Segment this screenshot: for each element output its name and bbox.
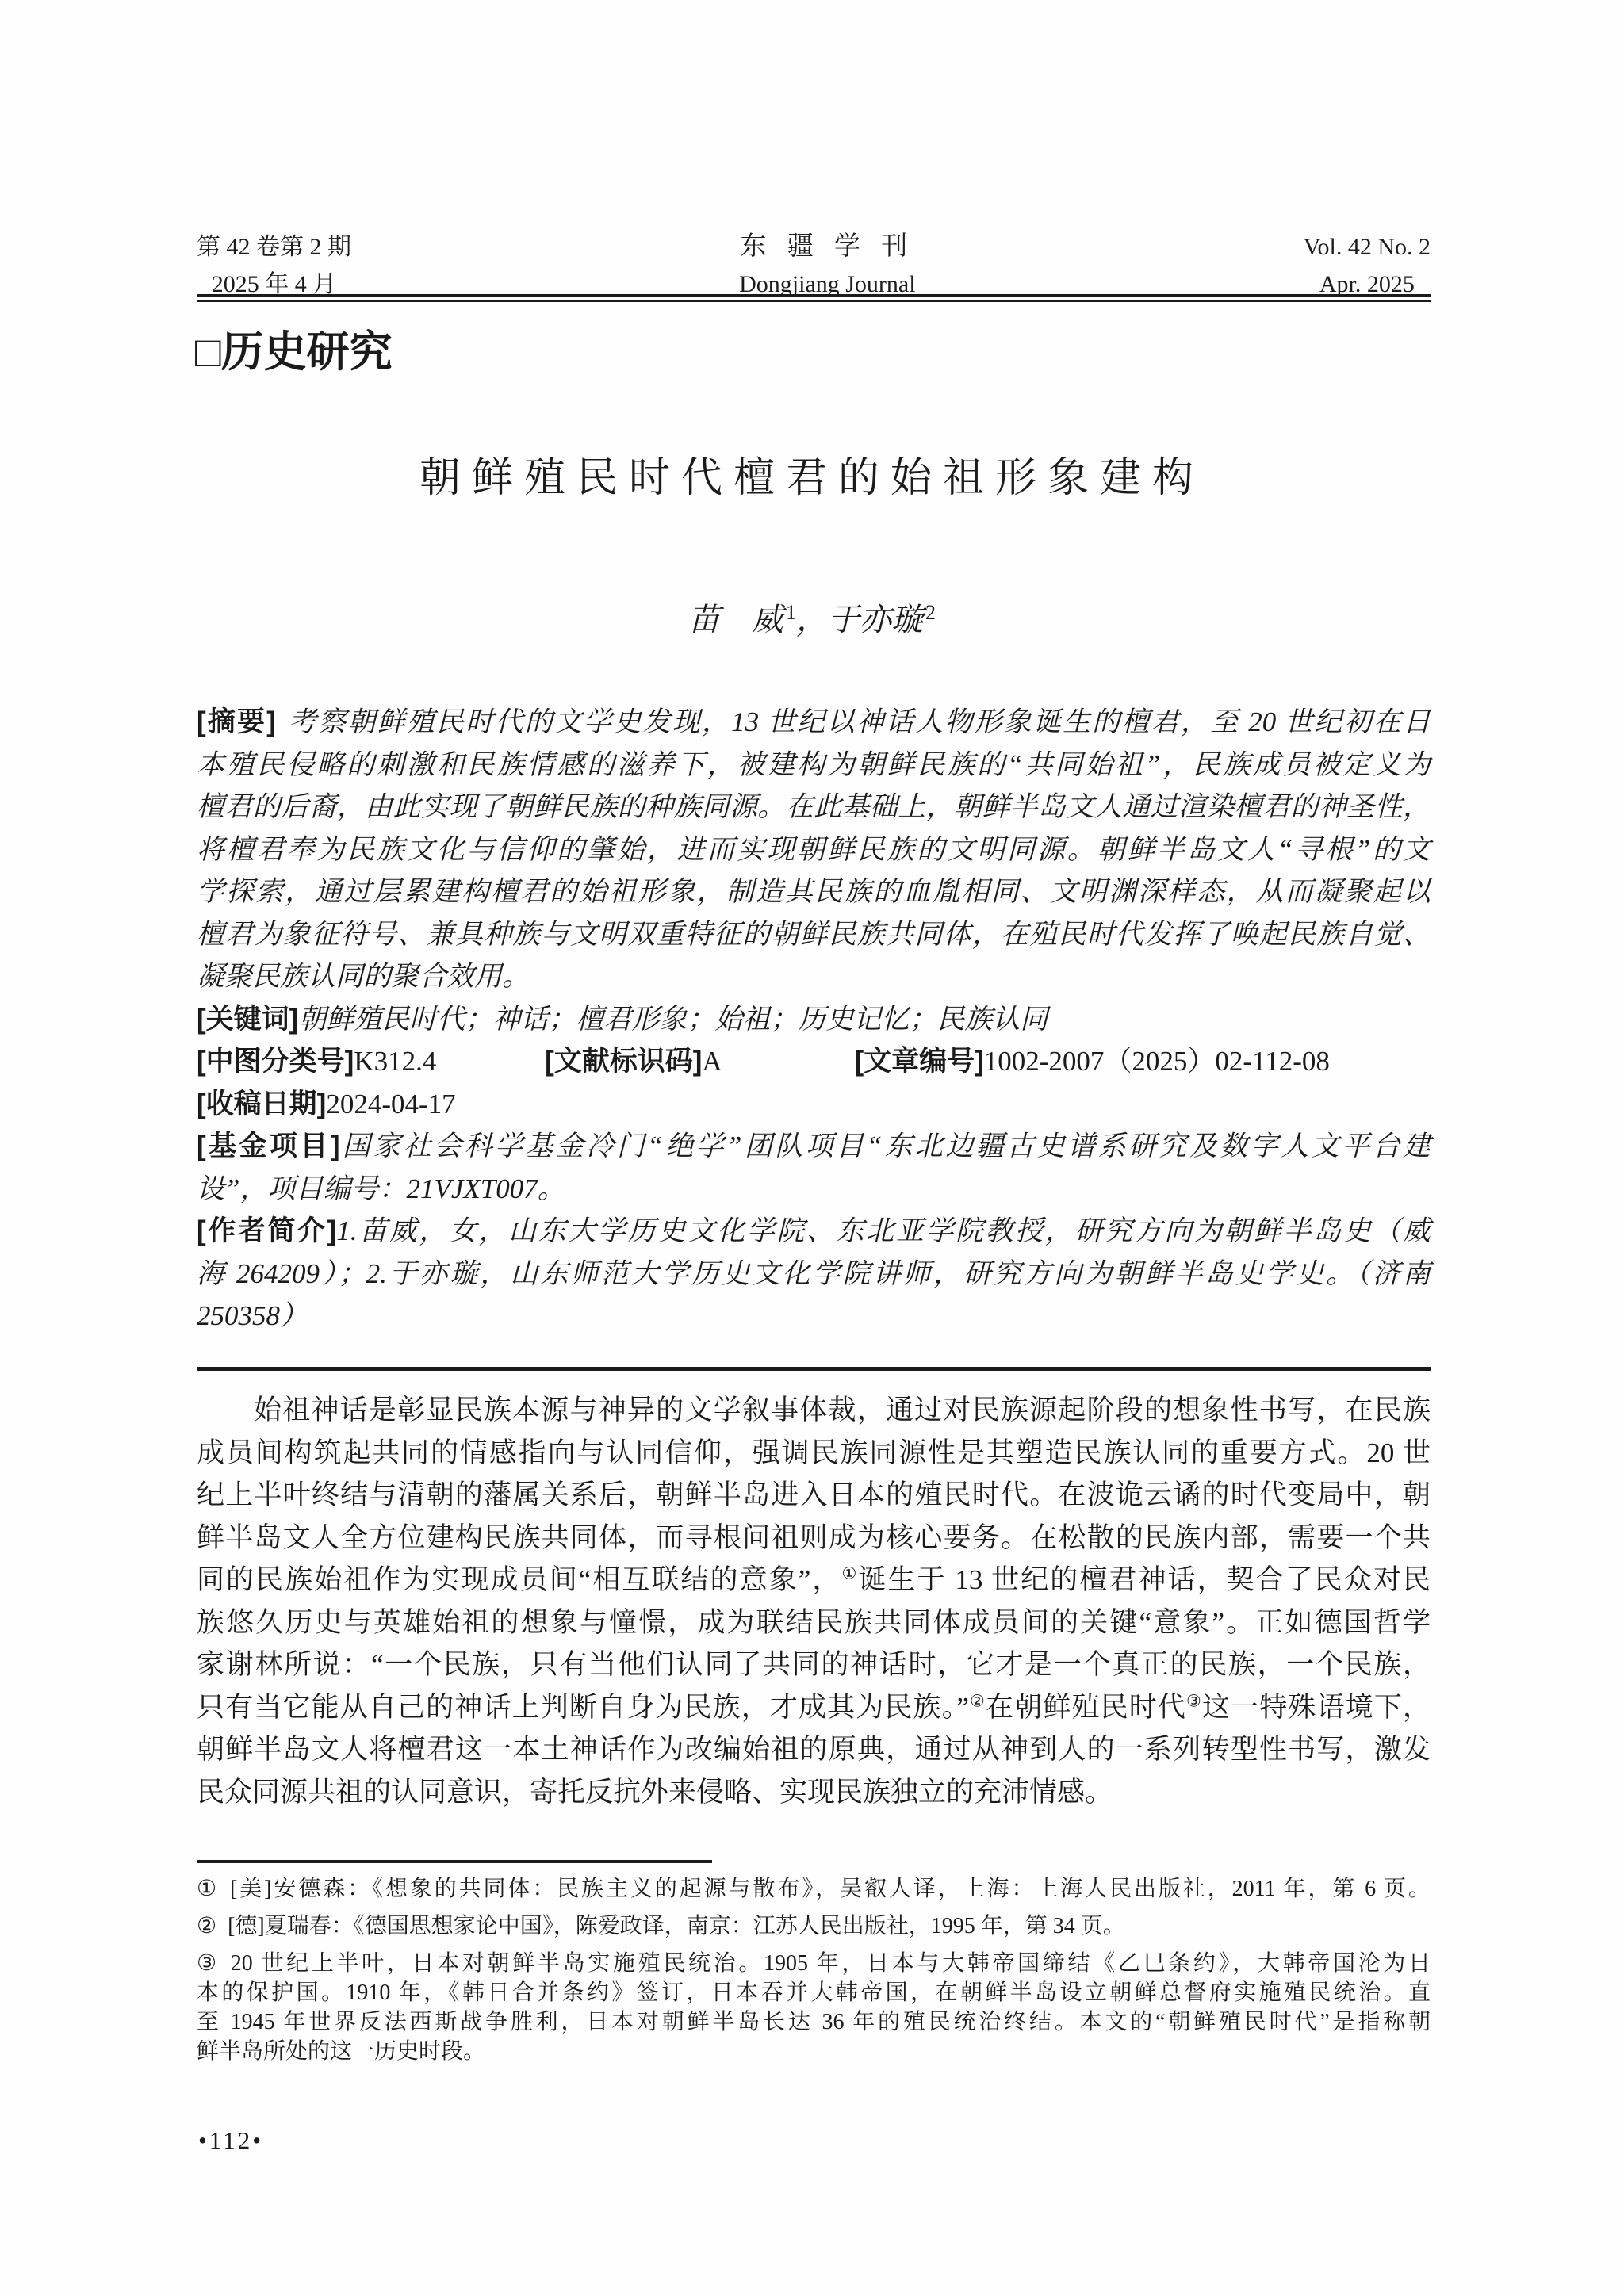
footnote-text: [美]安德森：《想象的共同体：民族主义的起源与散布》，吴叡人译，上海：上海人民出版社，2011 年，第 6 页。 <box>230 1877 1431 1901</box>
header-left-block <box>197 228 351 303</box>
author-bio-line: 250358） <box>197 1300 308 1331</box>
footnote-marker: ② <box>197 1914 217 1938</box>
footnote-text-line: 至 1945 年世界反法西斯战争胜利，日本对朝鲜半岛长达 36 年的殖民统治终结。本文的“朝鲜殖民时代”是指称朝 <box>197 2010 1431 2034</box>
classification-line <box>197 1040 1431 1083</box>
issue-date-cn: 2025 年 4 月 <box>211 271 337 297</box>
footnote-text: [德]夏瑞春：《德国思想家论中国》，陈爱政译，南京：江苏人民出版社，1995 年，第 34 页。 <box>228 1914 1125 1938</box>
clc-label: [中图分类号] <box>197 1046 354 1077</box>
body-line: 族悠久历史与英雄始祖的想象与憧憬，成为联结民族共同体成员间的关键“意象”。正如德国哲学 <box>197 1606 1431 1638</box>
body-line: 成员间构筑起共同的情感指向与认同信仰，强调民族同源性是其塑造民族认同的重要方式。20 世 <box>197 1437 1431 1468</box>
received-date-line <box>197 1083 1431 1126</box>
abstract-label: [摘要] <box>197 706 276 737</box>
clc-group <box>197 1040 436 1083</box>
keywords-label: [关键词] <box>197 1003 299 1035</box>
body-line: 同的民族始祖作为实现成员间“相互联结的意象”，①诞生于 13 世纪的檀君神话，契合了民众对民 <box>197 1563 1431 1595</box>
page-number: •112• <box>198 2126 264 2154</box>
issue-date-en: Apr. 2025 <box>1319 271 1415 297</box>
clc-value: K312.4 <box>354 1046 437 1077</box>
footnote-marker: ③ <box>197 1951 220 1976</box>
fund-line: 设”，项目编号：21VJXT007。 <box>197 1173 565 1204</box>
footnote-text-line <box>197 1949 1431 1978</box>
article-meta-block <box>197 701 1431 1337</box>
footnote-text: 20 世纪上半叶，日本对朝鲜半岛实施殖民统治。1905 年，日本与大韩帝国缔结《乙巳条约》，大韩帝国沦为日 <box>230 1951 1431 1976</box>
body-line: 只有当它能从自己的神话上判断自身为民族，才成其为民族。”②在朝鲜殖民时代③这一特殊语境下， <box>197 1690 1431 1723</box>
fund-text: 国家社会科学基金冷门“绝学”团队项目“东北边疆古史谱系研究及数字人文平台建 <box>339 1131 1431 1161</box>
journal-title-en: Dongjiang Journal <box>739 271 916 297</box>
body-line: 始祖神话是彰显民族本源与神异的文学叙事体裁，通过对民族源起阶段的想象性书写，在民族 <box>254 1395 1431 1425</box>
body-line: 鲜半岛文人全方位建构民族共同体，而寻根问祖则成为核心要务。在松散的民族内部，需要一个共 <box>197 1521 1431 1553</box>
author-bio-text: 1.苗威，女，山东大学历史文化学院、东北亚学院教授，研究方向为朝鲜半岛史（威 <box>336 1215 1431 1246</box>
doc-code-label: [文献标识码] <box>545 1046 703 1077</box>
footnote-item-2 <box>197 1911 1431 1941</box>
footnote-marker: ① <box>197 1877 220 1901</box>
journal-title-cn: 东 疆 学 刊 <box>740 232 915 261</box>
doc-code-value: A <box>702 1046 722 1077</box>
keywords-text: 朝鲜殖民时代；神话；檀君形象；始祖；历史记忆；民族认同 <box>298 1003 1048 1035</box>
article-id-label: [文章编号] <box>854 1046 984 1077</box>
author-bio-line <box>197 1210 1431 1253</box>
fund-line <box>197 1125 1431 1168</box>
body-line: 民众同源共祖的认同意识，寄托反抗外来侵略、实现民族独立的充沛情感。 <box>197 1776 1113 1808</box>
footnote-item-3 <box>197 1949 1431 2066</box>
author-1-affiliation-marker: 1 <box>786 600 796 624</box>
footnote-text-line: 本的保护国。1910 年，《韩日合并条约》签订，日本吞并大韩帝国，在朝鲜半岛设立朝鲜总督府实施殖民统治。直 <box>197 1980 1431 2005</box>
body-line: 纪上半叶终结与清朝的藩属关系后，朝鲜半岛进入日本的殖民时代。在波诡云谲的时代变局中，朝 <box>197 1479 1431 1510</box>
author-2-name: 于亦璇 <box>828 602 923 637</box>
abstract-line <box>197 701 1431 744</box>
authors-line <box>0 595 1624 640</box>
body-paragraph <box>197 1389 1431 1813</box>
header-right-block <box>1304 228 1431 303</box>
author-separator: ， <box>796 602 828 637</box>
abstract-line: 檀君为象征符号、兼具种族与文明双重特征的朝鲜民族共同体，在殖民时代发挥了唤起民族自觉、 <box>197 918 1431 950</box>
abstract-line: 学探索，通过层累建构檀君的始祖形象，制造其民族的血胤相同、文明渊深样态，从而凝聚起以 <box>197 876 1431 907</box>
header-center-block <box>739 228 915 303</box>
section-header: □历史研究 <box>195 328 393 376</box>
abstract-line: 檀君的后裔，由此实现了朝鲜民族的种族同源。在此基础上，朝鲜半岛文人通过渲染檀君的神圣性， <box>197 791 1431 822</box>
article-title: 朝鲜殖民时代檀君的始祖形象建构 <box>419 456 1205 501</box>
header-double-rule <box>197 294 1431 302</box>
abstract-line: 凝聚民族认同的聚合效用。 <box>197 961 530 992</box>
article-id-group <box>854 1040 1329 1083</box>
author-1-name: 苗 威 <box>688 602 783 637</box>
body-line: 家谢林所说：“一个民族，只有当他们认同了共同的神话时，它才是一个真正的民族，一个民族， <box>197 1649 1431 1680</box>
body-line: 朝鲜半岛文人将檀君这一本土神话作为改编始祖的原典，通过从神到人的一系列转型性书写，激发 <box>197 1734 1431 1765</box>
author-bio-line: 海 264209）；2.于亦璇，山东师范大学历史文化学院讲师，研究方向为朝鲜半岛史学史。（济南 <box>197 1257 1431 1289</box>
footnote-separator-rule <box>197 1860 712 1863</box>
abstract-line: 本殖民侵略的刺激和民族情感的滋养下，被建构为朝鲜民族的“共同始祖”，民族成员被定义为 <box>197 748 1431 780</box>
content-divider-rule <box>197 1367 1431 1371</box>
abstract-line: 将檀君奉为民族文化与信仰的肇始，进而实现朝鲜民族的文明同源。朝鲜半岛文人“寻根”的文 <box>197 833 1431 865</box>
journal-header <box>197 228 1431 303</box>
author-bio-label: [作者简介] <box>197 1215 337 1246</box>
footnotes-block <box>197 1874 1431 2074</box>
footnote-text-line: 鲜半岛所处的这一历史时段。 <box>197 2039 486 2064</box>
doc-code-group <box>545 1040 722 1083</box>
fund-label: [基金项目] <box>197 1131 340 1161</box>
received-date-value: 2024-04-17 <box>326 1088 456 1119</box>
footnote-item-1 <box>197 1874 1431 1904</box>
received-date-label: [收稿日期] <box>197 1088 327 1119</box>
article-id-value: 1002-2007（2025）02-112-08 <box>983 1046 1330 1077</box>
volume-issue-en: Vol. 42 No. 2 <box>1303 234 1431 260</box>
author-2-affiliation-marker: 2 <box>925 600 936 624</box>
keywords-line <box>197 998 1431 1041</box>
volume-issue-cn: 第 42 卷第 2 期 <box>197 234 351 260</box>
abstract-text: 考察朝鲜殖民时代的文学史发现，13 世纪以神话人物形象诞生的檀君，至 20 世纪初在日 <box>286 706 1431 737</box>
